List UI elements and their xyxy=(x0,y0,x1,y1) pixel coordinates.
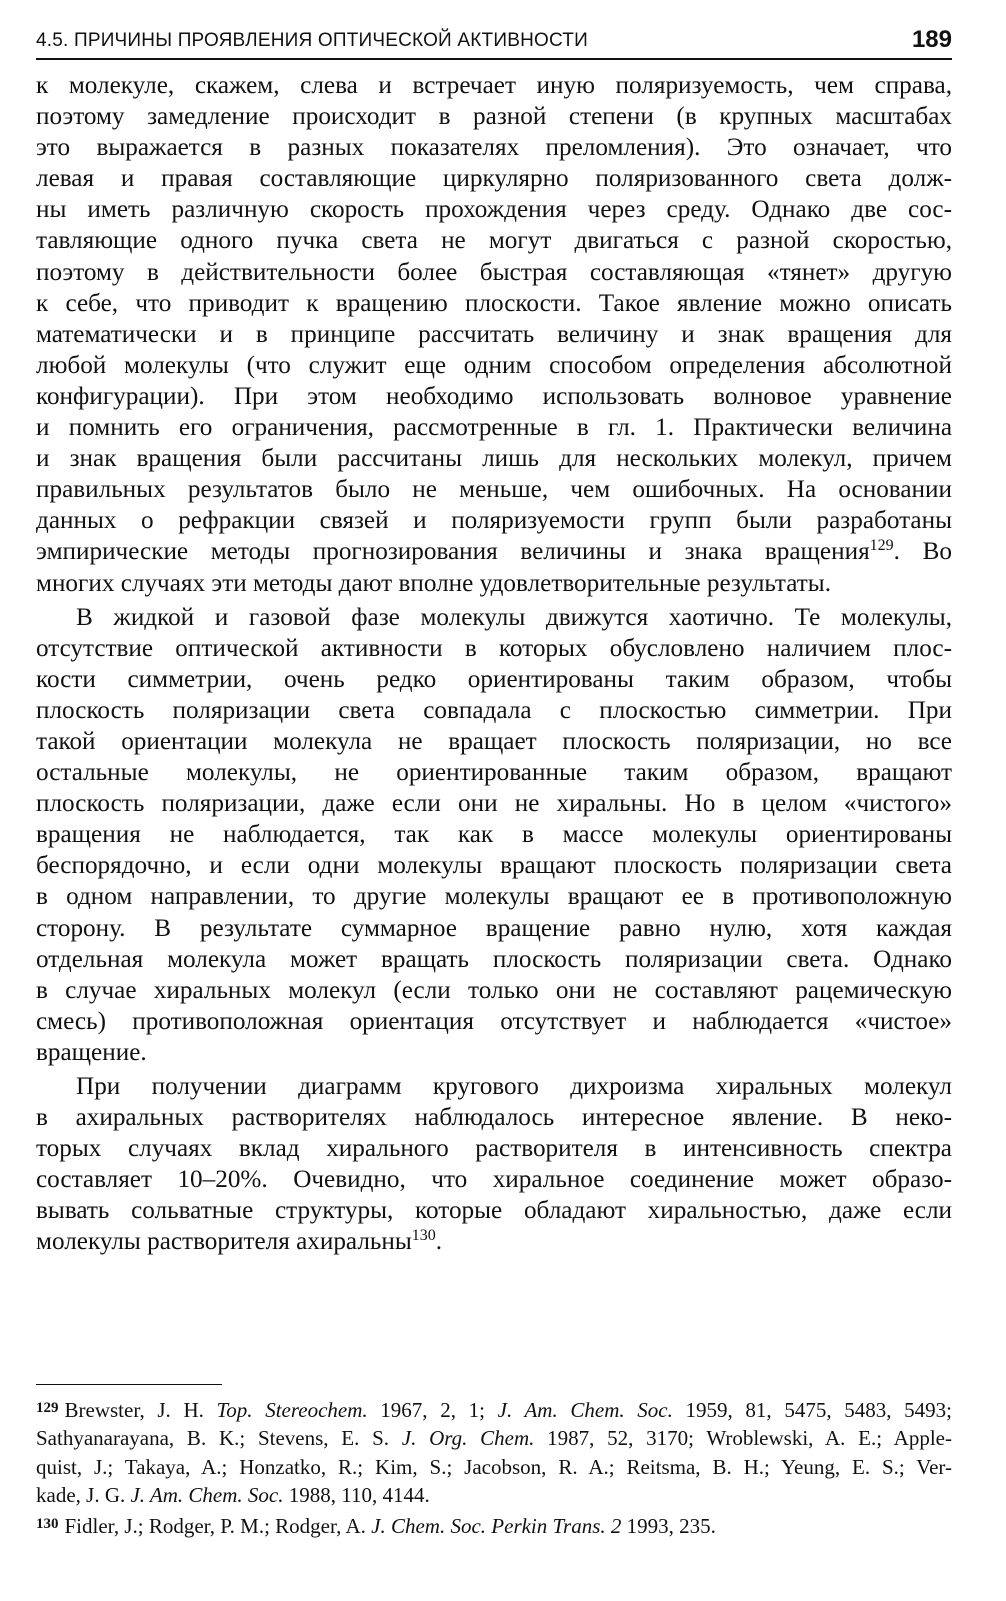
text-line: вывать сольватные структуры, которые обладают хиральностью, даже если xyxy=(36,1197,952,1225)
text-line: торых случаях вклад хирального растворителя в интенсивность спектра xyxy=(36,1135,952,1163)
book-page xyxy=(36,20,952,1538)
text-line: плоскость поляризации, даже если они не хиральны. Но в целом «чистого» xyxy=(36,790,952,818)
text-fragment: 1988, 110, 4144. xyxy=(283,1483,430,1508)
footnote-rule xyxy=(36,1384,222,1385)
text-line xyxy=(36,536,952,567)
footnote-ref-129[interactable]: 129 xyxy=(869,537,894,555)
text-fragment: 1987, 52, 3170; Wroblewski, A. E.; Apple- xyxy=(534,1426,952,1451)
text-fragment: Fidler, J.; Rodger, P. M.; Rodger, A. xyxy=(64,1513,372,1538)
journal-title: Top. Stereochem. xyxy=(216,1398,368,1422)
text-line: составляет 10–20%. Очевидно, что хиральное соединение может образо- xyxy=(36,1166,952,1194)
paragraph-1 xyxy=(36,70,952,599)
text-line xyxy=(36,1510,952,1540)
page-number: 189 xyxy=(911,26,952,53)
footnote-129 xyxy=(36,1394,952,1510)
text-line: смесь) противоположная ориентация отсутствует и наблюдается «чистое» xyxy=(36,1007,952,1035)
text-line: к себе, что приводит к вращению плоскости. Такое явление можно описать xyxy=(36,289,952,317)
running-head xyxy=(36,20,952,60)
journal-title: J. Chem. Soc. Perkin Trans. 2 xyxy=(371,1513,622,1538)
text-line xyxy=(36,1424,952,1452)
text-line: и знак вращения были рассчитаны лишь для нескольких молекул, причем xyxy=(36,445,952,473)
text-line: поэтому в действительности более быстрая составляющая «тянет» другую xyxy=(36,258,952,286)
text-line: данных о рефракции связей и поляризуемости групп были разработаны xyxy=(36,507,952,535)
text-line: отсутствие оптической активности в которых обусловлено наличием плос- xyxy=(36,634,952,662)
text-fragment: 1967, 2, 1; xyxy=(367,1398,498,1422)
text-line: это выражается в разных показателях преломления). Это означает, что xyxy=(36,134,952,162)
footnote-number: 129 xyxy=(36,1400,59,1416)
text-line: математически и в принципе рассчитать величину и знак вращения для xyxy=(36,320,952,348)
journal-title: J. Am. Chem. Soc. xyxy=(497,1398,673,1422)
text-line: правильных результатов было не меньше, чем ошибочных. На основании xyxy=(36,476,952,504)
text-fragment: 1993, 235. xyxy=(621,1513,716,1538)
text-line xyxy=(36,1394,952,1424)
text-fragment: . xyxy=(435,1228,443,1256)
text-line: отдельная молекула может вращать плоскость поляризации света. Однако xyxy=(36,945,952,973)
text-line: поэтому замедление происходит в разной степени (в крупных масштабах xyxy=(36,103,952,131)
text-line: левая и правая составляющие циркулярно поляризованного света долж- xyxy=(36,165,952,193)
text-line: и помнить его ограничения, рассмотренные в гл. 1. Практически величина xyxy=(36,414,952,442)
journal-title: J. Org. Chem. xyxy=(401,1426,535,1451)
paragraph-2 xyxy=(36,602,952,1068)
text-line: кости симметрии, очень редко ориентированы таким образом, чтобы xyxy=(36,665,952,693)
text-fragment: Sathyanarayana, B. K.; Stevens, E. S. xyxy=(36,1426,402,1451)
text-line: вращение. xyxy=(36,1038,147,1066)
text-line: в одном направлении, то другие молекулы вращают ее в противоположную xyxy=(36,883,952,911)
footnotes xyxy=(36,1394,952,1540)
body-text xyxy=(36,70,952,1258)
chapter-section-title: 4.5. ПРИЧИНЫ ПРОЯВЛЕНИЯ ОПТИЧЕСКОЙ АКТИВНОСТИ xyxy=(36,30,588,51)
text-line: плоскость поляризации света совпадала с плоскостью симметрии. При xyxy=(36,696,952,724)
text-line: к молекуле, скажем, слева и встречает иную поляризуемость, чем справа, xyxy=(36,72,952,99)
footnote-number: 130 xyxy=(36,1515,59,1532)
text-fragment: эмпирические методы прогнозирования величины и знака вращения xyxy=(36,538,870,566)
paragraph-3 xyxy=(36,1071,952,1258)
text-line: любой молекулы (что служит еще одним способом определения абсолютной xyxy=(36,351,952,379)
text-line: многих случаях эти методы дают вполне удовлетворительные результаты. xyxy=(36,569,832,597)
text-line: в ахиральных растворителях наблюдалось интересное явление. В неко- xyxy=(36,1104,952,1132)
footnote-130 xyxy=(36,1510,952,1540)
text-line: При получении диаграмм кругового дихроизма хиральных молекул xyxy=(76,1073,952,1100)
journal-title: J. Am. Chem. Soc. xyxy=(130,1483,284,1508)
text-fragment: 1959, 81, 5475, 5483, 5493; xyxy=(672,1398,952,1422)
text-line xyxy=(36,1481,952,1509)
text-line: в случае хиральных молекул (если только они не составляют рацемическую xyxy=(36,976,952,1004)
text-line: В жидкой и газовой фазе молекулы движутся хаотично. Те молекулы, xyxy=(76,603,952,631)
text-fragment: kade, J. G. xyxy=(36,1483,131,1508)
text-line: тавляющие одного пучка света не могут двигаться с разной скоростью, xyxy=(36,227,952,255)
text-line: ны иметь различную скорость прохождения через среду. Однако две сос- xyxy=(36,196,952,224)
text-line: вращения не наблюдается, так как в массе молекулы ориентированы xyxy=(36,821,952,849)
text-line: такой ориентации молекула не вращает плоскость поляризации, но все xyxy=(36,727,952,755)
text-line xyxy=(36,1226,952,1257)
text-line: quist, J.; Takaya, A.; Honzatko, R.; Kim, S.; Jacobson, R. A.; Reitsma, B. H.; Yeung, E. S.; Ver- xyxy=(36,1454,952,1479)
text-fragment: молекулы растворителя ахиральны xyxy=(36,1228,412,1256)
text-fragment: Brewster, J. H. xyxy=(64,1398,217,1422)
text-fragment: . Во xyxy=(893,538,952,566)
footnote-ref-130[interactable]: 130 xyxy=(411,1227,436,1245)
text-line: остальные молекулы, не ориентированные таким образом, вращают xyxy=(36,759,952,787)
text-line: сторону. В результате суммарное вращение равно нулю, хотя каждая xyxy=(36,914,952,942)
text-line: конфигурации). При этом необходимо использовать волновое уравнение xyxy=(36,382,952,410)
text-line: беспорядочно, и если одни молекулы вращают плоскость поляризации света xyxy=(36,852,952,880)
